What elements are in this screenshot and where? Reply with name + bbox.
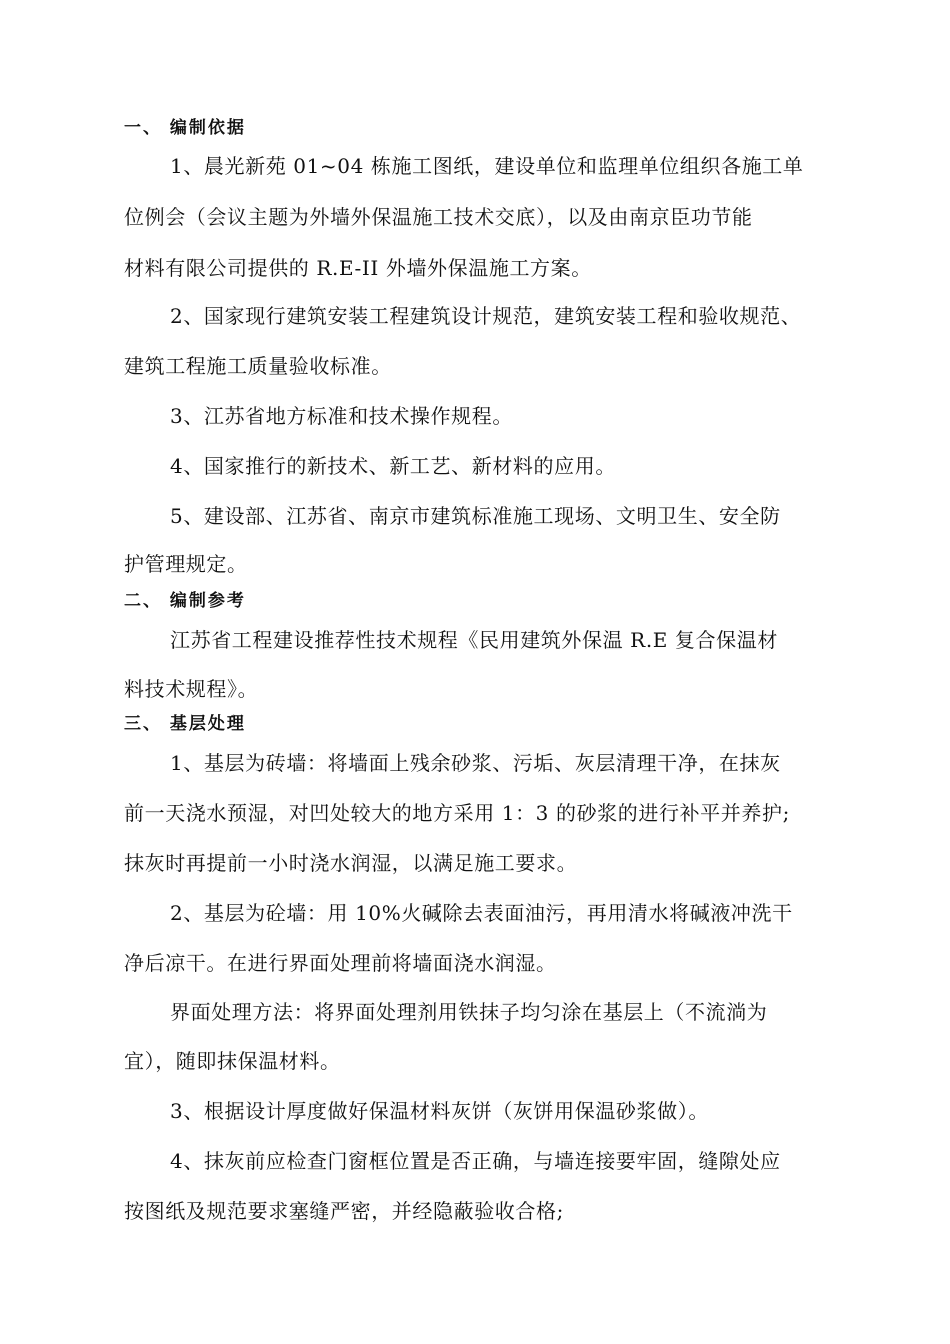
section-heading-1: 一、 编制依据 (124, 118, 246, 138)
section-heading-3: 三、 基层处理 (124, 714, 246, 734)
paragraph-line: 3、江苏省地方标准和技术操作规程。 (170, 404, 513, 428)
paragraph-line: 5、建设部、江苏省、南京市建筑标准施工现场、文明卫生、安全防 (170, 504, 781, 528)
paragraph-line: 2、国家现行建筑安装工程建筑设计规范，建筑安装工程和验收规范、 (170, 304, 802, 328)
paragraph-line: 界面处理方法：将界面处理剂用铁抹子均匀涂在基层上（不流淌为 (170, 1000, 768, 1024)
paragraph-line: 按图纸及规范要求塞缝严密，并经隐蔽验收合格; (124, 1199, 564, 1223)
paragraph-line: 3、根据设计厚度做好保温材料灰饼（灰饼用保温砂浆做）。 (170, 1099, 709, 1123)
paragraph-line: 2、基层为砼墙：用 10%火碱除去表面油污，再用清水将碱液冲洗干 (170, 901, 793, 925)
section-heading-2: 二、 编制参考 (124, 591, 246, 611)
paragraph-line: 净后凉干。在进行界面处理前将墙面浇水润湿。 (124, 951, 557, 975)
paragraph-line: 4、国家推行的新技术、新工艺、新材料的应用。 (170, 454, 616, 478)
paragraph-line: 江苏省工程建设推荐性技术规程《民用建筑外保温 R.E 复合保温材 (170, 628, 778, 652)
paragraph-line: 1、晨光新苑 01~04 栋施工图纸，建设单位和监理单位组织各施工单 (170, 154, 804, 178)
paragraph-line: 料技术规程》。 (124, 677, 259, 701)
paragraph-line: 4、抹灰前应检查门窗框位置是否正确，与墙连接要牢固，缝隙处应 (170, 1149, 781, 1173)
paragraph-line: 宜），随即抹保温材料。 (124, 1049, 341, 1073)
paragraph-line: 位例会（会议主题为外墙外保温施工技术交底），以及由南京臣功节能 (124, 205, 753, 229)
paragraph-line: 材料有限公司提供的 R.E-II 外墙外保温施工方案。 (124, 256, 592, 280)
paragraph-line: 抹灰时再提前一小时浇水润湿，以满足施工要求。 (124, 851, 578, 875)
paragraph-line: 1、基层为砖墙：将墙面上残余砂浆、污垢、灰层清理干净，在抹灰 (170, 751, 781, 775)
paragraph-line: 前一天浇水预湿，对凹处较大的地方采用 1：3 的砂浆的进行补平并养护; (124, 801, 790, 825)
paragraph-line: 建筑工程施工质量验收标准。 (124, 354, 392, 378)
paragraph-line: 护管理规定。 (124, 552, 248, 576)
